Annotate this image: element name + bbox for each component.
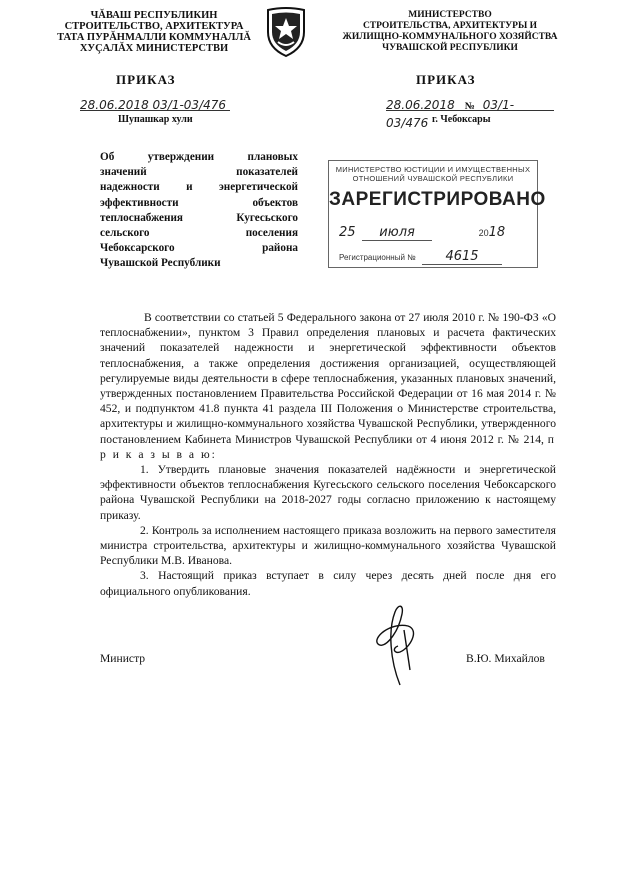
subject-line: значений показателей bbox=[100, 166, 298, 179]
stamp-reg-number: 4615 bbox=[445, 249, 479, 264]
city-right: г. Чебоксары bbox=[432, 114, 491, 125]
subject-line: Об утверждении плановых bbox=[100, 151, 298, 163]
stamp-month: июля bbox=[379, 225, 415, 240]
stamp-reg-row bbox=[339, 249, 529, 265]
signature-position: Министр bbox=[100, 652, 146, 665]
order-title-right: ПРИКАЗ bbox=[416, 72, 476, 87]
header-right-line: ЧУВАШСКОЙ РЕСПУБЛИКИ bbox=[382, 43, 518, 53]
header-left-line: СТРОИТЕЛЬСТВО, АРХИТЕКТУРА bbox=[64, 21, 244, 32]
coat-of-arms-emblem bbox=[262, 6, 310, 58]
handwritten-signature bbox=[360, 600, 440, 690]
order-verb: п р и к а з ы в а ю: bbox=[100, 432, 556, 461]
signature-name: В.Ю. Михайлов bbox=[466, 652, 545, 665]
subject-line: сельского поселения bbox=[100, 227, 298, 240]
document-subject bbox=[100, 150, 298, 272]
subject-line: теплоснабжения Кугесьского bbox=[100, 211, 298, 224]
date-right: 28.06.2018 bbox=[386, 98, 455, 112]
subject-line: эффективности объектов bbox=[100, 196, 298, 209]
subject-line: Чебоксарского района bbox=[100, 242, 298, 255]
header-right-line: ЖИЛИЩНО-КОММУНАЛЬНОГО ХОЗЯЙСТВА bbox=[342, 32, 558, 42]
registration-stamp bbox=[328, 160, 546, 268]
stamp-day: 25 bbox=[339, 225, 356, 240]
header-left-line: ЧĂВАШ РЕСПУБЛИКИН bbox=[90, 10, 218, 21]
stamp-reg-label: Регистрационный № bbox=[339, 253, 416, 262]
header-right-line: МИНИСТЕРСТВО bbox=[408, 10, 492, 20]
order-title-left: ПРИКАЗ bbox=[116, 72, 176, 87]
stamp-registered: ЗАРЕГИСТРИРОВАНО bbox=[329, 189, 546, 210]
body-item-2: 2. Контроль за исполнением настоящего приказа возложить на первого заместителя министра строительства, архитектуры и жилищно-коммунального хозяйства Чувашской Республики М.В. Иванова. bbox=[100, 523, 556, 568]
number-sign: № bbox=[464, 101, 475, 112]
header-ministry-russian bbox=[330, 10, 570, 54]
date-number-line-left bbox=[80, 96, 230, 111]
number-right: 03/1-03/476 bbox=[386, 98, 515, 130]
stamp-year: 18 bbox=[488, 225, 506, 240]
body-item-3: 3. Настоящий приказ вступает в силу через десять дней после дня его официального опубликования. bbox=[100, 569, 556, 598]
city-left: Шупашкар хули bbox=[118, 114, 193, 125]
stamp-date-row bbox=[339, 225, 529, 241]
header-left-line: ТАТА ПУРĂНМАЛЛИ КОММУНАЛЛĂ bbox=[57, 32, 251, 43]
stamp-org-line: МИНИСТЕРСТВО ЮСТИЦИИ И ИМУЩЕСТВЕННЫХ bbox=[335, 165, 531, 174]
intro-text: В соответствии со статьей 5 Федерального закона от 27 июля 2010 г. № 190-ФЗ «О теплоснабжении», пунктом 3 Правил определения плановых и расчета фактических значений показателей надежности и энергетической эффективности объектов теплоснабжения, а также определения достижения организацией, осуществляющей регулируемые виды деятельности в сфере теплоснабжения, указанных плановых значений, утвержденных постановлением Правительства Российской Федерации от 16 мая 2014 г. № 452, и подпунктом 41.8 пункта 41 раздела III Положения о Министерстве строительства, архитектуры и жилищно-коммунального хозяйства Чувашской Республики, утвержденного постановлением Кабинета Министров Чувашской Республики от 4 июня 2012 г. № 214, bbox=[100, 311, 556, 446]
body-intro bbox=[100, 310, 556, 462]
subject-line: Чувашской Республики bbox=[100, 257, 221, 270]
date-number-left: 28.06.2018 03/1-03/476 bbox=[80, 98, 227, 112]
header-ministry-chuvash bbox=[54, 10, 254, 54]
document-body bbox=[100, 310, 556, 599]
subject-line: надежности и энергетической bbox=[100, 181, 298, 194]
body-item-1: 1. Утвердить плановые значения показателей надёжности и энергетической эффективности объектов теплоснабжения Кугесьского сельского поселения Чебоксарского района Чувашской Республики на 2018-2027 годы согласно приложению к настоящему приказу. bbox=[100, 463, 556, 522]
header-left-line: ХУÇАЛĂХ МИНИСТЕРСТВИ bbox=[79, 43, 229, 54]
stamp-org-line: ОТНОШЕНИЙ ЧУВАШСКОЙ РЕСПУБЛИКИ bbox=[352, 174, 514, 183]
stamp-year-prefix: 20 bbox=[478, 228, 489, 238]
header-right-line: СТРОИТЕЛЬСТВА, АРХИТЕКТУРЫ И bbox=[362, 21, 538, 31]
